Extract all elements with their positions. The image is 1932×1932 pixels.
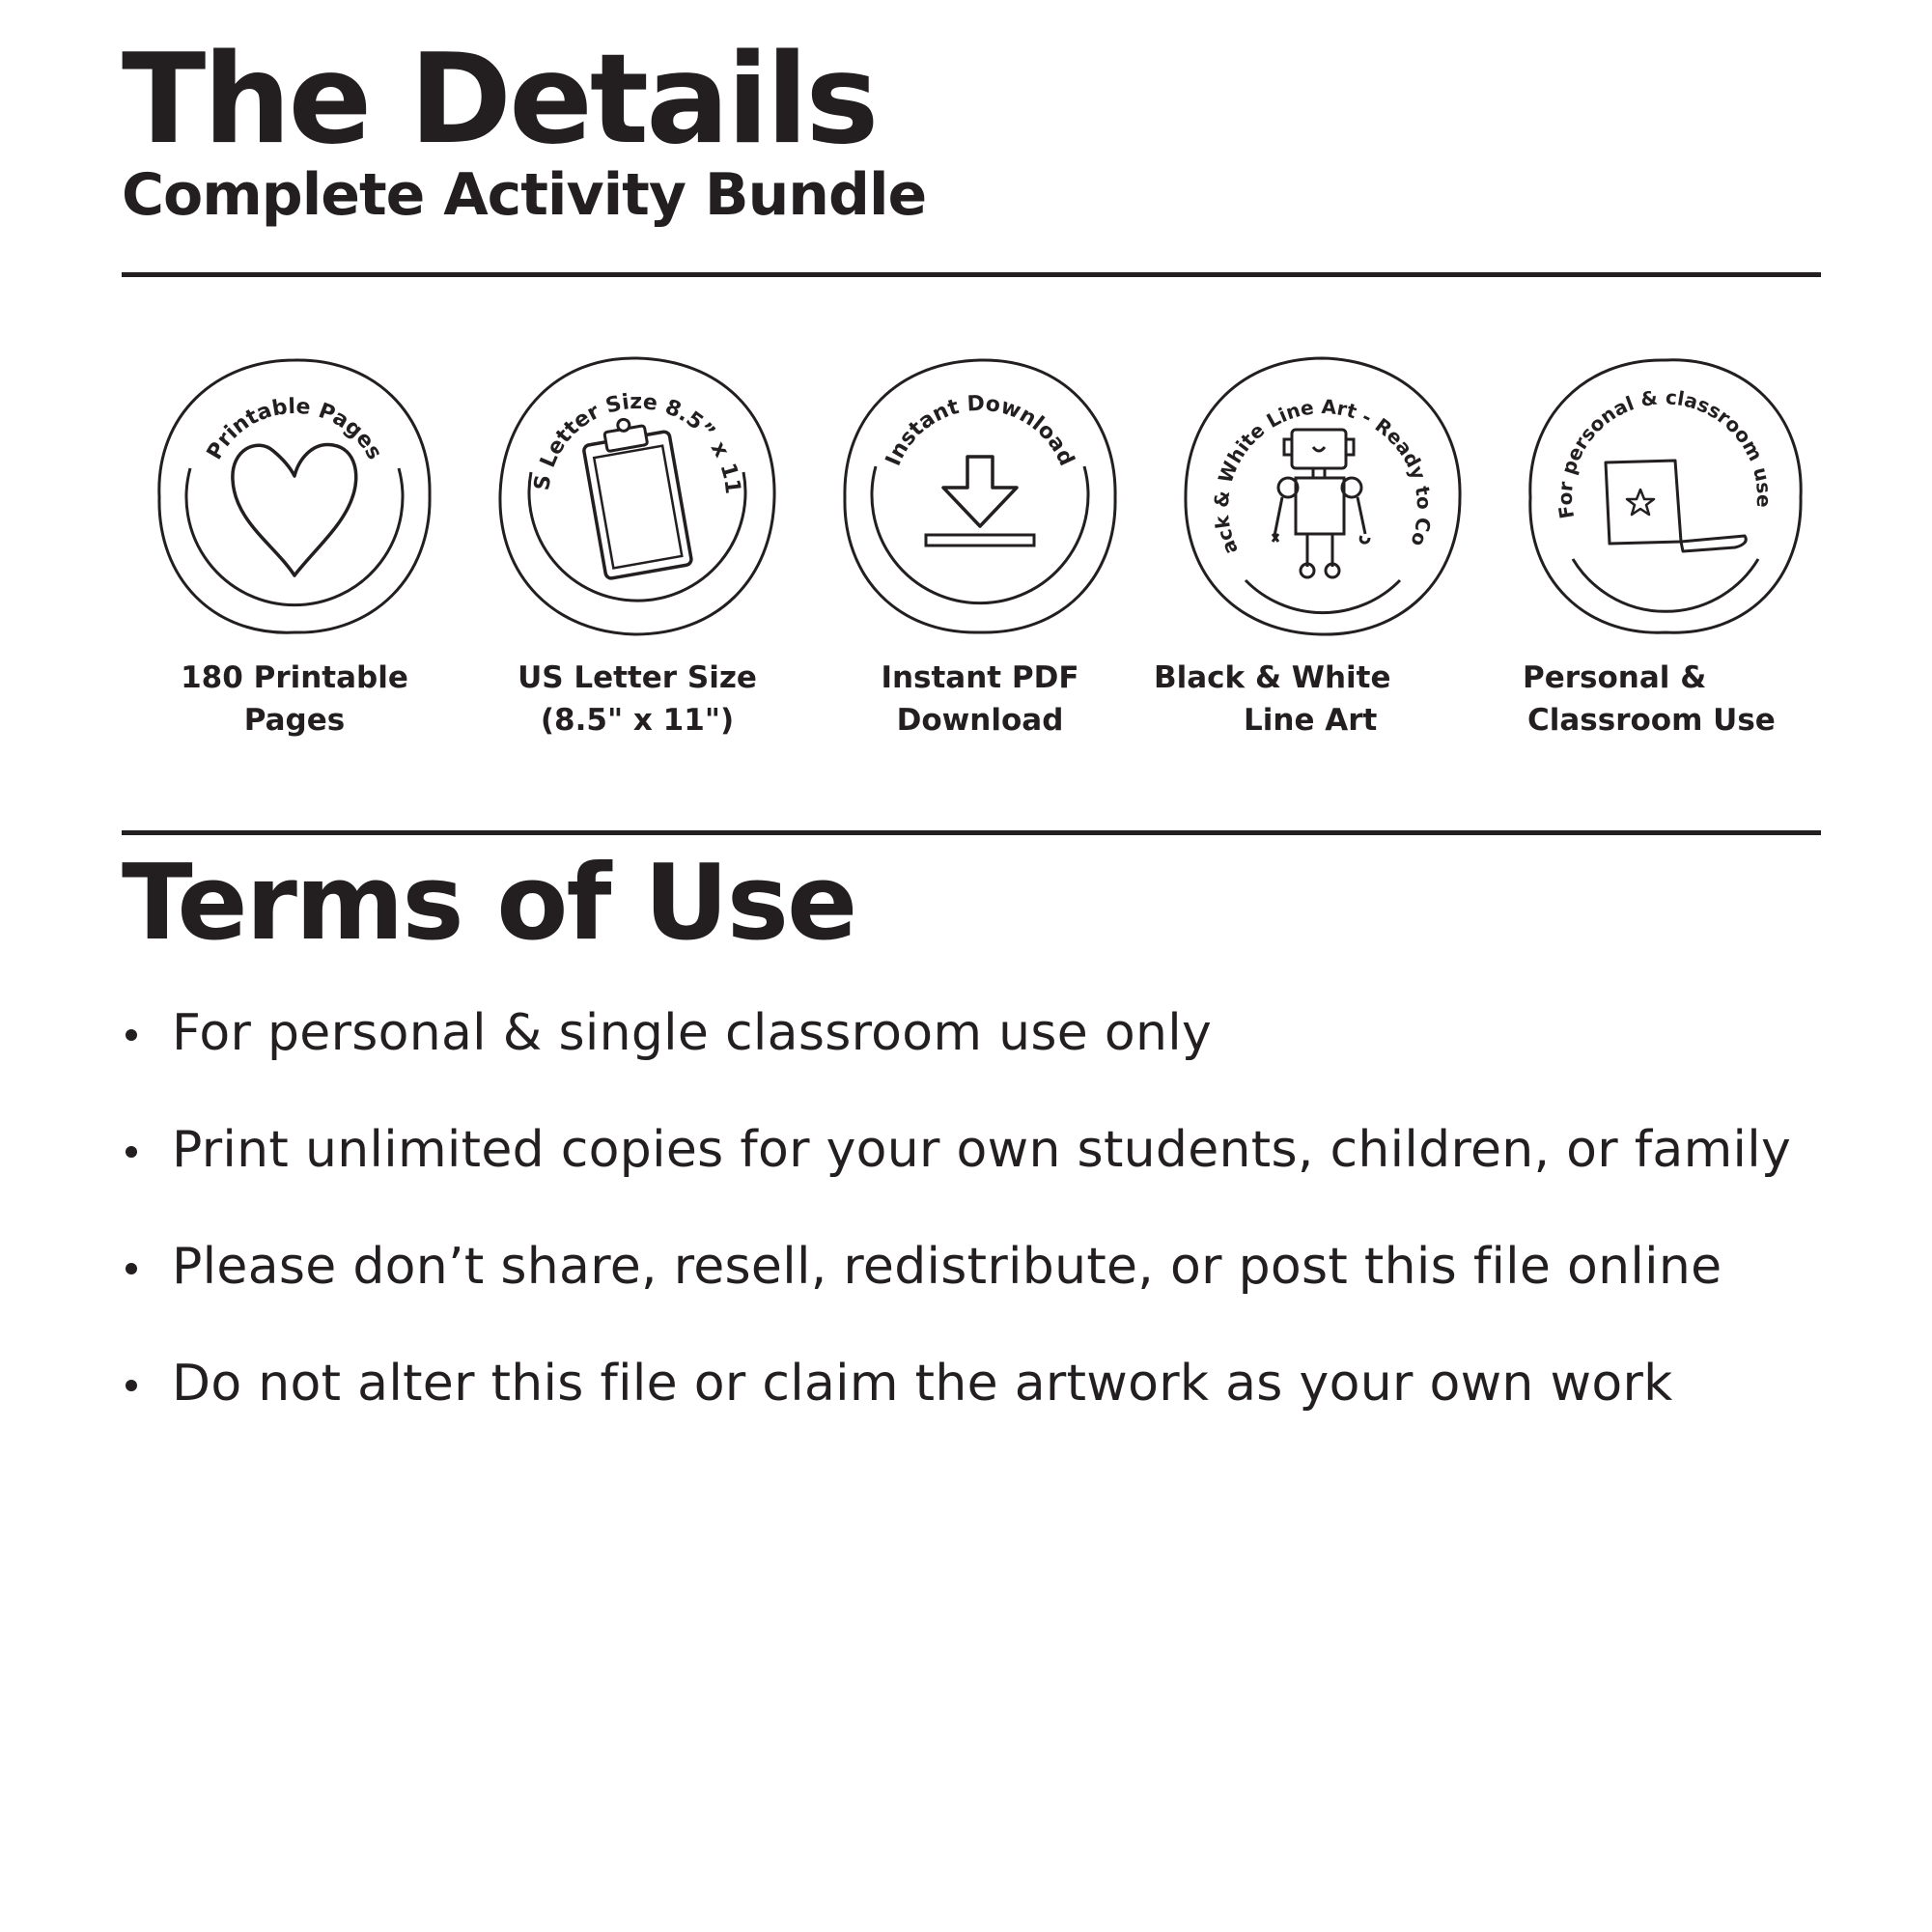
- caption-line: US Letter Size: [518, 660, 757, 695]
- badge-letter-size-graphic: [484, 334, 782, 642]
- top-divider: [122, 272, 1821, 277]
- badge-arc-text: US Letter Size 8.5” x 11”: [484, 334, 745, 495]
- term-text: Please don’t share, resell, redistribute, or post this file online: [172, 1238, 1722, 1296]
- badge-instant-download: [835, 352, 1125, 642]
- terms-list: [122, 1004, 1791, 1471]
- page-subtitle: Complete Activity Bundle: [122, 161, 927, 229]
- caption-line: 180 Printable: [181, 660, 408, 695]
- badge-caption-instant-download: [821, 657, 1139, 742]
- caption-line: Classroom Use: [1527, 703, 1776, 738]
- term-text: For personal & single classroom use only: [172, 1004, 1213, 1062]
- bullet-icon: [126, 1029, 137, 1041]
- badge-caption-classroom-use: [1523, 657, 1812, 742]
- svg-text:For personal & classroom use: [1554, 385, 1776, 520]
- caption-line: Line Art: [1244, 703, 1378, 738]
- badge-arc-text: For personal & classroom use: [1553, 385, 1777, 520]
- download-icon: [926, 457, 1034, 546]
- badge-caption-letter-size: [478, 657, 797, 742]
- svg-text:Black & White Line Art - Ready: [1170, 334, 1436, 558]
- robot-icon: [1273, 430, 1369, 577]
- list-item: [122, 1238, 1791, 1355]
- laptop-icon: [1606, 461, 1746, 551]
- svg-text:Printable Pages: [203, 395, 386, 464]
- badge-instant-download-graphic: [835, 352, 1125, 642]
- badge-classroom-use: [1521, 352, 1810, 642]
- caption-line: Instant PDF: [881, 660, 1079, 695]
- bullet-icon: [126, 1263, 137, 1274]
- heart-icon: [233, 444, 356, 575]
- term-text: Print unlimited copies for your own students, children, or family: [172, 1121, 1792, 1179]
- caption-line: Black & White: [1154, 660, 1391, 695]
- badge-arc-text: Printable Pages: [202, 394, 387, 464]
- list-item: [122, 1355, 1791, 1471]
- badge-line-art: [1170, 334, 1468, 642]
- bullet-icon: [126, 1380, 137, 1391]
- caption-line: (8.5" x 11"): [540, 703, 735, 738]
- bullet-icon: [126, 1146, 137, 1158]
- badge-arc-text: Black & White Line Art - Ready to Color: [1170, 334, 1437, 558]
- clipboard-icon: [579, 412, 691, 579]
- term-text: Do not alter this file or claim the artwork as your own work: [172, 1355, 1673, 1413]
- badge-line-art-graphic: [1170, 334, 1468, 642]
- terms-title: Terms of Use: [122, 843, 856, 964]
- page-title: The Details: [122, 28, 877, 172]
- badge-arc-text: Instant Download: [881, 391, 1078, 470]
- list-item: [122, 1004, 1791, 1121]
- caption-line: Download: [896, 703, 1064, 738]
- caption-line: Pages: [243, 703, 346, 738]
- badge-printable-pages: [150, 352, 439, 642]
- badge-letter-size: [484, 334, 782, 642]
- list-item: [122, 1121, 1791, 1238]
- badge-caption-line-art: [1154, 657, 1443, 742]
- badge-classroom-use-graphic: [1521, 352, 1810, 642]
- badge-caption-printable-pages: [135, 657, 454, 742]
- middle-divider: [122, 830, 1821, 835]
- badge-printable-pages-graphic: [150, 352, 439, 642]
- caption-line: Personal &: [1523, 660, 1707, 695]
